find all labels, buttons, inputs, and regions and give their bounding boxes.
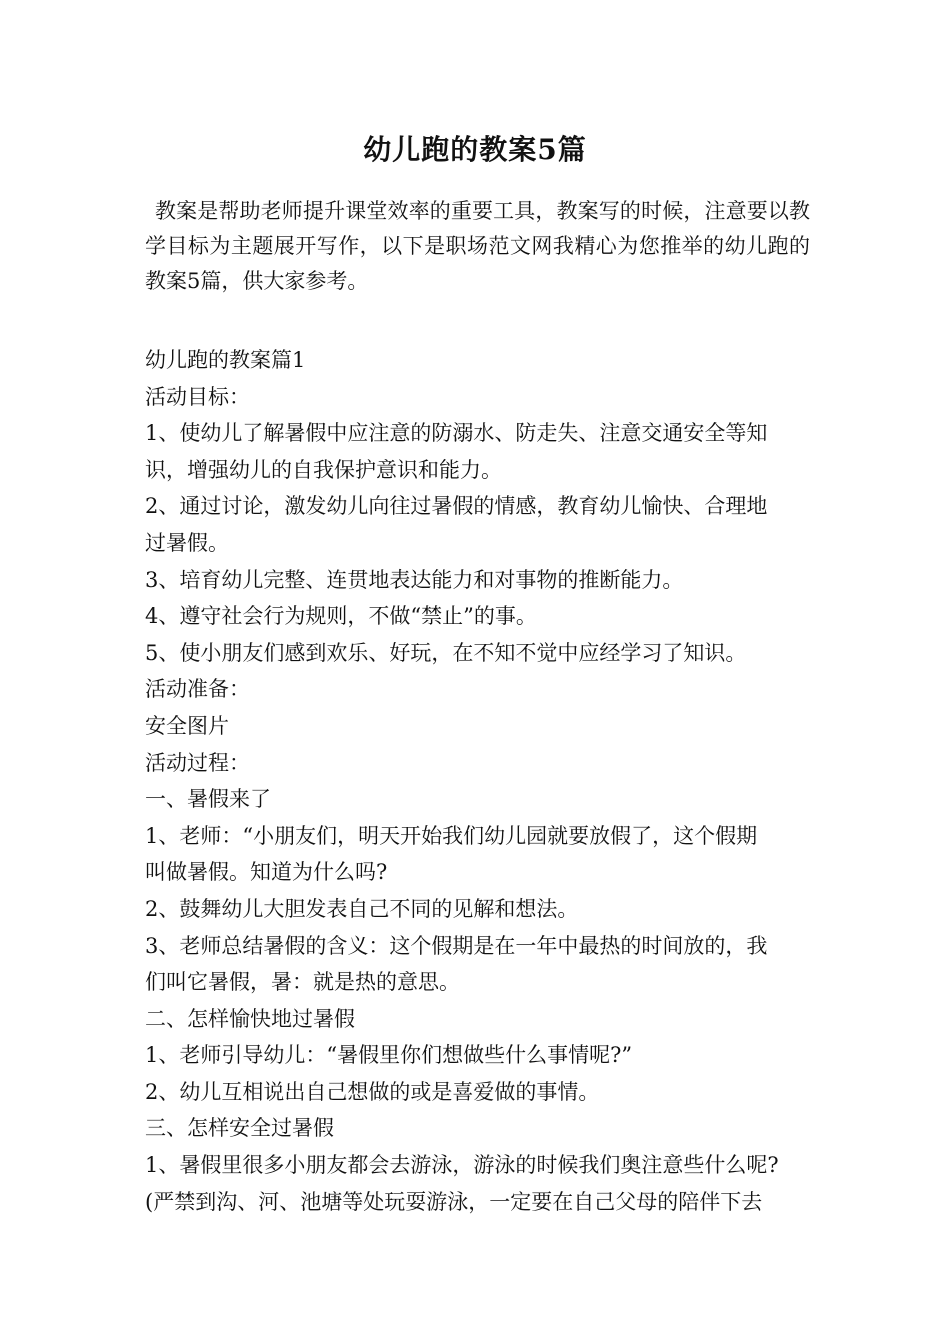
body-line: 过暑假。 [145,530,229,555]
intro-paragraph: 教案是帮助老师提升课堂效率的重要工具，教案写的时候，注意要以教学目标为主题展开写作，以下是职场范文网我精心为您推举的幼儿跑的教案5篇，供大家参考。 [145,199,810,293]
body-line: 活动目标： [145,384,250,409]
body-line: 一、暑假来了 [145,787,271,812]
body-line: 1、使幼儿了解暑假中应注意的防溺水、防走失、注意交通安全等知 [145,421,768,446]
body-line: 安全图片 [145,713,229,738]
document-title: 幼儿跑的教案5篇 [363,133,587,166]
body-line: 1、老师：“小朋友们，明天开始我们幼儿园就要放假了，这个假期 [145,823,758,848]
body-line: 活动准备： [145,677,250,702]
body-line: 2、鼓舞幼儿大胆发表自己不同的见解和想法。 [145,896,579,921]
body-line: 5、使小朋友们感到欢乐、好玩，在不知不觉中应经学习了知识。 [145,640,747,665]
body-line: (严禁到沟、河、池塘等处玩耍游泳，一定要在自己父母的陪伴下去 [145,1189,763,1214]
body-line: 三、怎样安全过暑假 [145,1116,334,1141]
body-line: 识，增强幼儿的自我保护意识和能力。 [145,457,502,482]
document-body [145,342,815,1220]
body-line: 1、老师引导幼儿：“暑假里你们想做些什么事情呢?” [145,1043,633,1068]
body-line: 们叫它暑假，暑：就是热的意思。 [145,970,460,995]
body-line: 活动过程： [145,750,250,775]
body-line: 幼儿跑的教案篇1 [145,348,306,372]
body-line: 2、通过讨论，激发幼儿向往过暑假的情感，教育幼儿愉快、合理地 [145,494,768,519]
body-line: 叫做暑假。知道为什么吗? [145,860,388,885]
body-line: 1、暑假里很多小朋友都会去游泳，游泳的时候我们奥注意些什么呢? [145,1153,779,1178]
body-line: 4、遵守社会行为规则，不做“禁止”的事。 [145,604,537,629]
body-line: 3、培育幼儿完整、连贯地表达能力和对事物的推断能力。 [145,567,684,592]
body-line: 3、老师总结暑假的含义：这个假期是在一年中最热的时间放的，我 [145,933,768,958]
body-line: 2、幼儿互相说出自己想做的或是喜爱做的事情。 [145,1079,600,1104]
body-line: 二、怎样愉快地过暑假 [145,1006,355,1031]
